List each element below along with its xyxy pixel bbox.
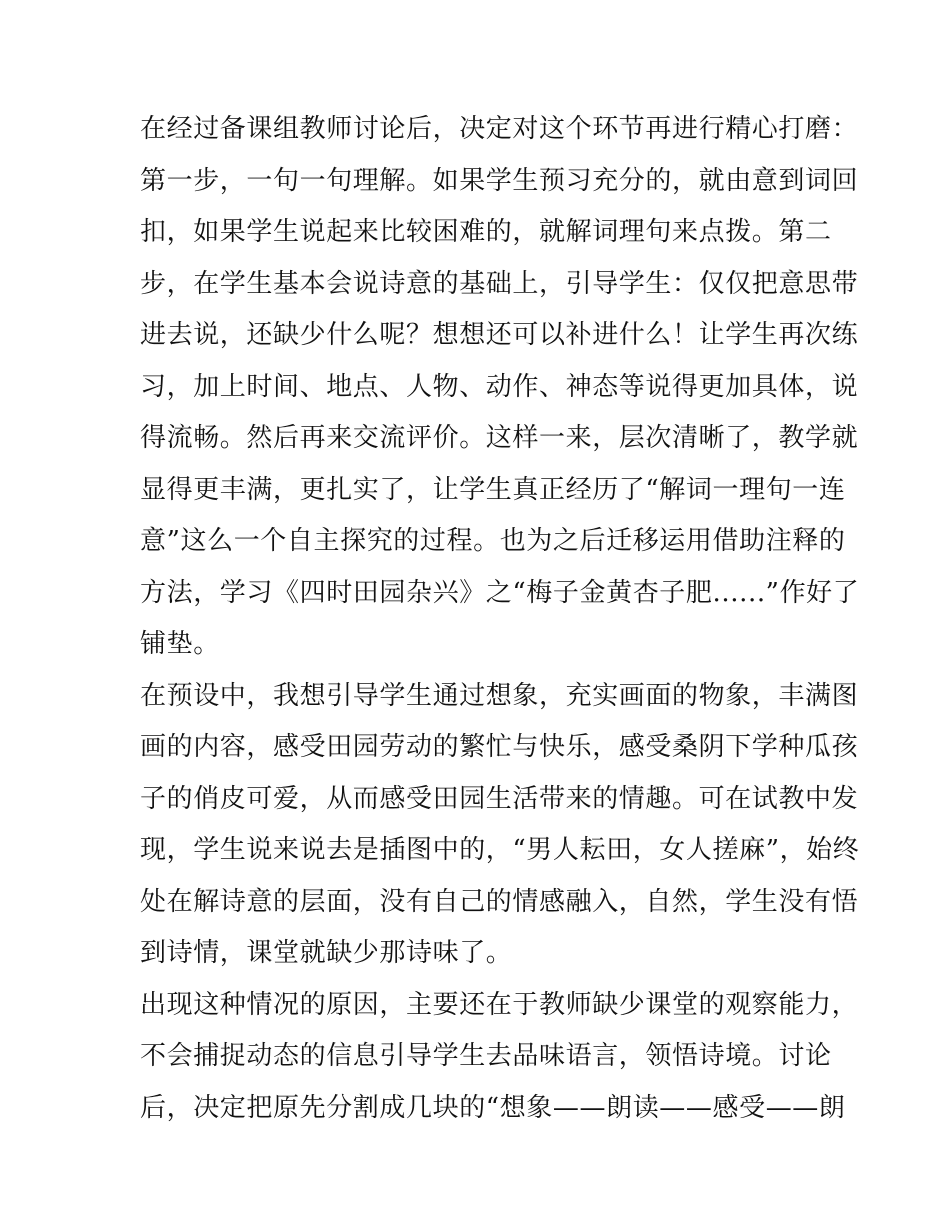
text-line: 在经过备课组教师讨论后，决定对这个环节再进行精心打磨： <box>140 114 859 144</box>
text-line: 第一步，一句一句理解。如果学生预习充分的，就由意到词回 <box>140 165 859 196</box>
text-line: 铺垫。 <box>140 629 220 659</box>
text-line: 出现这种情况的原因，主要还在于教师缺少课堂的观察能力， <box>140 989 859 1020</box>
text-line: 到诗情，课堂就缺少那诗味了。 <box>140 938 513 968</box>
text-line: 不会捕捉动态的信息引导学生去品味语言，领悟诗境。讨论 <box>140 1041 832 1071</box>
paragraph-2 <box>140 671 860 980</box>
text-line: 扣，如果学生说起来比较困难的，就解词理句来点拨。第二 <box>140 217 832 247</box>
text-line: 得流畅。然后再来交流评价。这样一来，层次清晰了，教学就 <box>140 423 859 453</box>
text-line: 显得更丰满，更扎实了，让学生真正经历了“解词一理句一连 <box>140 474 846 505</box>
text-line: 后，决定把原先分割成几块的“想象——朗读——感受——朗 <box>140 1092 846 1123</box>
text-line: 意”这么一个自主探究的过程。也为之后迁移运用借助注释的 <box>140 526 846 556</box>
text-line: 子的俏皮可爱，从而感受田园生活带来的情趣。可在试教中发 <box>140 783 859 814</box>
paragraph-3 <box>140 980 859 1135</box>
text-line: 习，加上时间、地点、人物、动作、神态等说得更加具体，说 <box>140 371 859 402</box>
text-line: 现，学生说来说去是插图中的，“男人耘田，女人搓麻”，始终 <box>140 835 860 865</box>
text-line: 在预设中，我想引导学生通过想象，充实画面的物象，丰满图 <box>140 680 859 711</box>
text-line: 步，在学生基本会说诗意的基础上，引导学生：仅仅把意思带 <box>140 268 859 299</box>
document-body <box>140 104 860 1134</box>
text-line: 处在解诗意的层面，没有自己的情感融入，自然，学生没有悟 <box>140 886 859 917</box>
paragraph-1 <box>140 104 860 671</box>
text-line: 进去说，还缺少什么呢？想想还可以补进什么！让学生再次练 <box>140 320 859 350</box>
text-line: 方法，学习《四时田园杂兴》之“梅子金黄杏子肥......”作好了 <box>140 577 860 608</box>
text-line: 画的内容，感受田园劳动的繁忙与快乐，感受桑阴下学种瓜孩 <box>140 732 859 762</box>
